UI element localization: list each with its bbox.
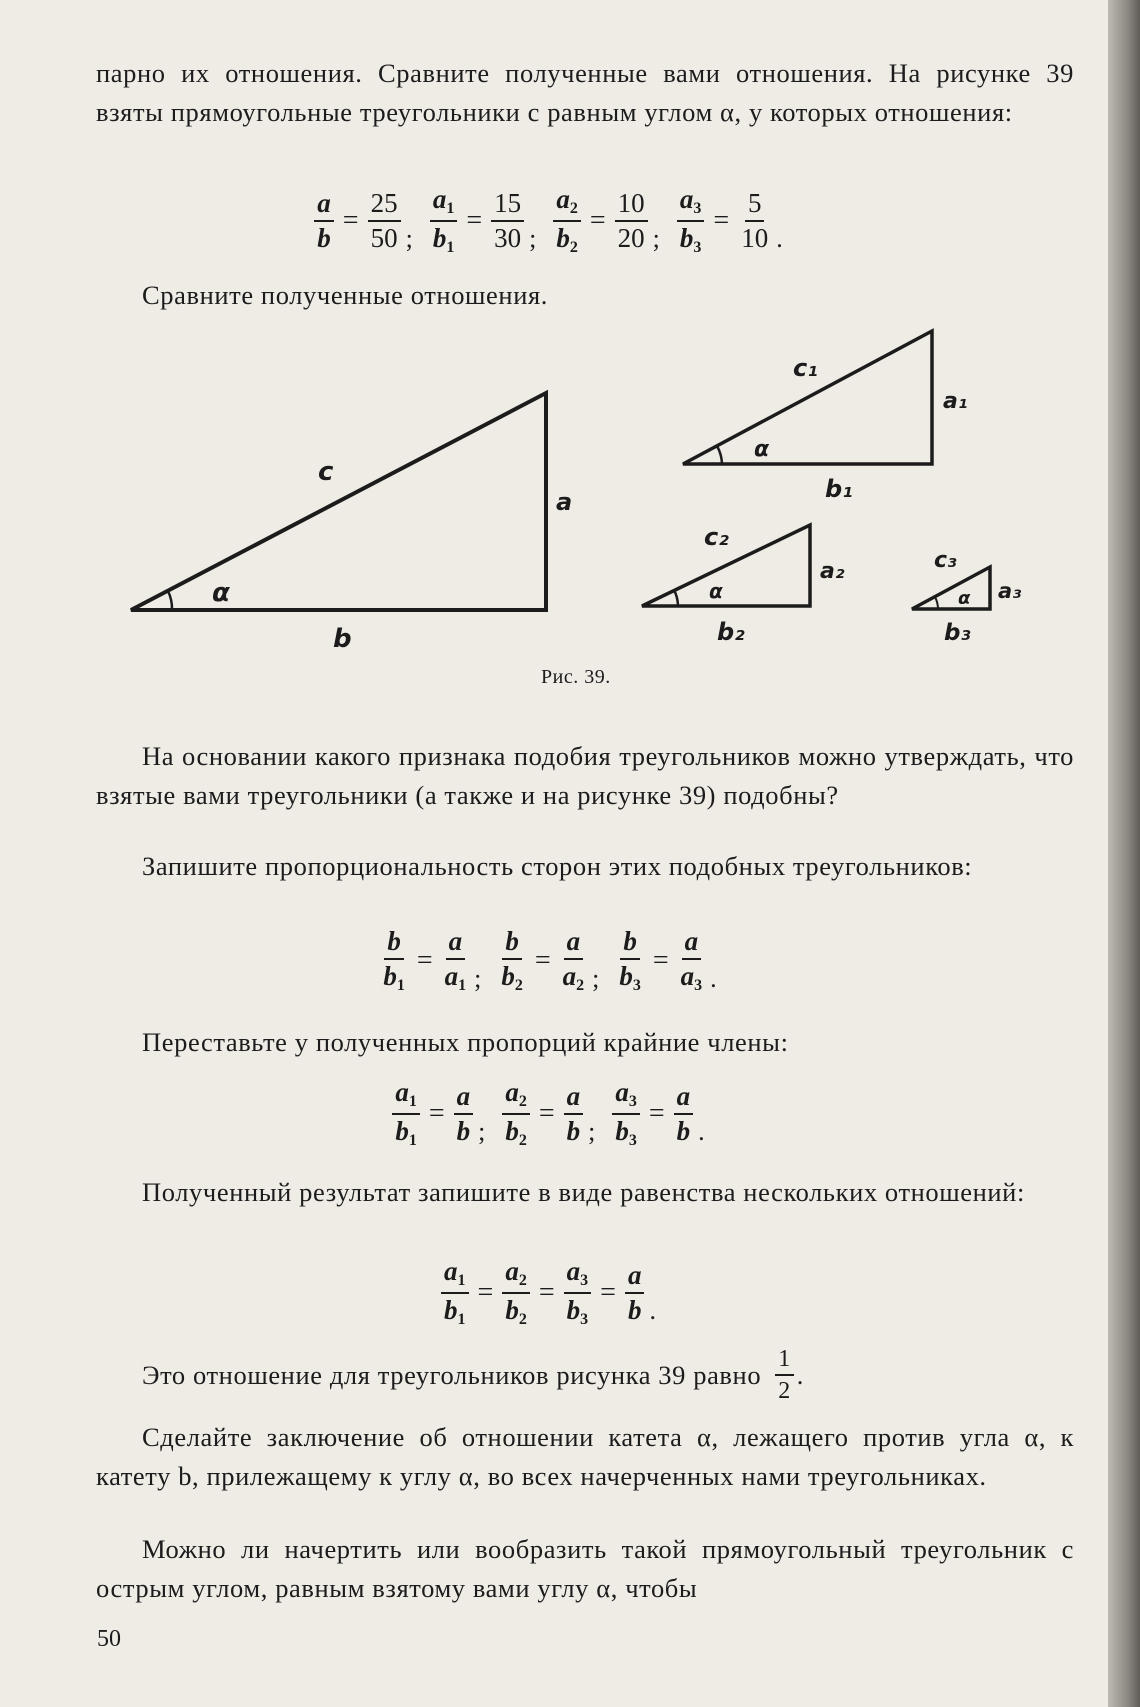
triangle-3	[912, 548, 1021, 646]
fraction-left-2-denominator	[612, 1115, 640, 1149]
fraction-right-1-denominator	[564, 1115, 584, 1145]
right-den-subscript: 3	[694, 977, 703, 994]
term-num-subscript: 2	[518, 1272, 527, 1289]
left-den-base: b	[619, 961, 633, 991]
ratio-var-num-base: a	[556, 184, 570, 214]
term-den	[444, 1295, 466, 1328]
right-den	[444, 961, 467, 994]
ratio-var-num-base: a	[317, 188, 331, 218]
left-num-base: b	[387, 926, 401, 956]
ratio-var-den-subscript: 2	[569, 239, 578, 256]
ratio-var-num-subscript: 3	[693, 200, 702, 217]
separator: ;	[478, 1117, 486, 1146]
left-num-base: a	[615, 1077, 629, 1107]
left-den	[619, 961, 641, 994]
label-b3: b₃	[944, 620, 971, 646]
ratio-number-den: 30	[494, 223, 522, 253]
separator: ;	[588, 1117, 596, 1146]
right-num	[457, 1081, 471, 1111]
ratio-var-den-subscript: 3	[693, 239, 702, 256]
left-num	[505, 926, 519, 956]
separator: ;	[405, 224, 413, 253]
equals-sign: =	[416, 945, 433, 976]
ratio-number-num: 15	[494, 188, 522, 218]
term-den-base: b	[505, 1295, 519, 1325]
right-den-subscript: 2	[576, 977, 585, 994]
fraction-right-1-denominator	[560, 960, 588, 994]
paragraph-ratio-value	[96, 1347, 1074, 1403]
term-num-base: a	[505, 1256, 519, 1286]
term-num	[566, 1256, 589, 1289]
fraction-term-3	[625, 1262, 645, 1324]
equals-sign: =	[428, 1098, 445, 1129]
fraction-right-1-numerator	[564, 928, 584, 960]
right-den	[677, 1116, 691, 1146]
right-den-base: a	[562, 961, 577, 991]
fraction-right-2-denominator	[674, 1115, 694, 1145]
ratio-var-den-subscript: 1	[446, 239, 455, 256]
ratio-value-text: Это отношение для треугольников рисунка 39 равно	[142, 1359, 762, 1390]
paragraph-equality: Полученный результат запишите в виде равенства нескольких отношений:	[142, 1177, 1025, 1207]
label-b2: b₂	[717, 618, 745, 646]
ratio-var-den-base: b	[679, 223, 694, 253]
ratio-number-num: 10	[617, 188, 645, 218]
fraction-right-1	[560, 928, 588, 994]
equals-sign: =	[466, 205, 483, 236]
fraction-left-0	[392, 1079, 420, 1149]
right-den-base: a	[444, 961, 459, 991]
fraction-left-1	[498, 928, 526, 994]
separator: ;	[652, 224, 660, 253]
fraction-left-1-denominator	[498, 960, 526, 994]
right-den-base: a	[680, 961, 695, 991]
right-den-base: b	[566, 1116, 581, 1146]
right-den-base: b	[456, 1116, 471, 1146]
triangle-1	[683, 331, 967, 503]
label-alpha-1: α	[754, 437, 770, 462]
fraction-right-1	[564, 1083, 584, 1145]
fraction-right-2-denominator	[678, 960, 706, 994]
left-den	[615, 1116, 637, 1149]
right-num	[677, 1081, 691, 1111]
fraction-end-dot: .	[796, 1359, 805, 1390]
fraction-left-0-denominator	[380, 960, 408, 994]
term-num	[444, 1256, 466, 1289]
right-num	[449, 926, 463, 956]
left-num	[387, 926, 401, 956]
fraction-left-0-numerator	[392, 1079, 420, 1115]
right-den	[680, 961, 703, 994]
ratio-var-num-subscript: 2	[569, 200, 578, 217]
fraction-right-0-numerator	[454, 1083, 474, 1115]
equals-sign: =	[600, 1277, 616, 1308]
right-den	[562, 961, 585, 994]
fraction-right-0-numerator	[446, 928, 466, 960]
figure-caption: Рис. 39.	[541, 666, 611, 688]
ratio-number-den: 20	[617, 223, 645, 253]
label-a2: a₂	[820, 559, 845, 584]
ratio-number-num: 25	[370, 188, 398, 218]
fraction-right-2-numerator	[682, 928, 702, 960]
label-alpha: α	[212, 578, 230, 608]
fraction-right-2	[674, 1083, 694, 1145]
paragraph-compare: Сравните полученные отношения.	[142, 280, 548, 310]
term-den-base: b	[566, 1295, 581, 1325]
triangle-large	[131, 393, 572, 654]
ratio-var-num-base: a	[679, 184, 694, 214]
fraction-left-2	[616, 928, 644, 994]
fraction-right-2	[678, 928, 706, 994]
term-num-base: a	[627, 1260, 642, 1290]
right-num-base: a	[566, 926, 581, 956]
triangle-2	[642, 523, 845, 646]
right-num-base: a	[676, 1081, 691, 1111]
paragraph-swap-terms: Переставьте у полученных пропорций крайние члены:	[142, 1027, 789, 1057]
right-den	[567, 1116, 581, 1146]
fraction-one-half	[775, 1347, 794, 1403]
term-den-subscript: 1	[457, 1311, 466, 1328]
term-num	[628, 1260, 642, 1290]
fraction-left-0-numerator	[384, 928, 404, 960]
term-den-base: b	[444, 1295, 458, 1325]
formula-swapped	[0, 1077, 1108, 1151]
left-num-base: b	[505, 926, 519, 956]
fraction-term-3-denominator	[625, 1294, 645, 1324]
left-num	[623, 926, 637, 956]
fraction-term-2-denominator	[564, 1294, 592, 1328]
left-den-subscript: 1	[408, 1132, 417, 1149]
term-num-base: a	[566, 1256, 581, 1286]
label-b1: b₁	[825, 475, 853, 503]
left-den-base: b	[501, 961, 515, 991]
left-den-base: b	[615, 1116, 629, 1146]
separator: .	[710, 964, 717, 993]
paragraph-intro: парно их отношения. Сравните полученные вами отношения. На рисунке 39 взяты прямоугольные треугольники с равным углом α, у которых отношения:	[96, 58, 1074, 127]
left-den	[383, 961, 405, 994]
right-num-base: a	[456, 1081, 471, 1111]
label-a1: a₁	[943, 389, 968, 414]
fraction-right-0	[442, 928, 470, 994]
label-c1: c₁	[793, 354, 818, 382]
left-num-subscript: 1	[408, 1093, 417, 1110]
fraction-term-2-numerator	[564, 1258, 592, 1294]
left-num	[505, 1077, 527, 1110]
formula-equal-ratios	[0, 1256, 1108, 1330]
term-den-base: b	[627, 1295, 642, 1325]
fraction-right-0-denominator	[454, 1115, 474, 1145]
right-den-base: b	[676, 1116, 691, 1146]
label-c2: c₂	[704, 523, 729, 551]
equals-sign: =	[538, 1277, 555, 1308]
left-num-base: a	[395, 1077, 409, 1107]
label-c3: c₃	[934, 548, 957, 573]
label-alpha-2: α	[709, 579, 723, 603]
left-den-subscript: 2	[518, 1132, 527, 1149]
term-num-subscript: 1	[457, 1272, 466, 1289]
book-spine-shadow	[1108, 0, 1140, 1707]
fraction-term-1-numerator	[502, 1258, 530, 1294]
left-den	[505, 1116, 527, 1149]
equals-sign: =	[477, 1277, 494, 1308]
fraction-term-0-denominator	[441, 1294, 469, 1328]
right-den-subscript: 1	[458, 977, 467, 994]
separator: .	[776, 224, 783, 253]
fraction-left-0-denominator	[392, 1115, 420, 1149]
end-dot: .	[649, 1296, 656, 1325]
ratio-var-den-base: b	[432, 223, 447, 253]
left-den-base: b	[383, 961, 397, 991]
fraction-term-0	[441, 1258, 469, 1328]
left-num	[395, 1077, 417, 1110]
fraction-left-2-numerator	[620, 928, 640, 960]
term-num-subscript: 3	[580, 1272, 589, 1289]
left-den-subscript: 3	[628, 1132, 637, 1149]
fraction-right-0	[454, 1083, 474, 1145]
paragraph-write-proportion: Запишите пропорциональность сторон этих подобных треугольников:	[142, 851, 973, 881]
label-alpha-3: α	[958, 588, 971, 609]
left-num	[615, 1077, 637, 1110]
equals-sign: =	[648, 1098, 665, 1129]
label-b: b	[333, 624, 352, 654]
fraction-denominator: 2	[778, 1378, 791, 1404]
equals-sign: =	[534, 945, 551, 976]
paragraph-similarity-question: На основании какого признака подобия треугольников можно утверждать, что взятые вами треугольники (а также и на рисунке 39) подобны?	[96, 741, 1074, 810]
fraction-right-2-numerator	[674, 1083, 694, 1115]
equals-sign: =	[713, 205, 730, 236]
term-den	[566, 1295, 589, 1328]
term-num	[505, 1256, 527, 1289]
formula-proportions	[0, 924, 1108, 998]
term-den	[628, 1295, 642, 1325]
separator: ;	[592, 964, 600, 993]
equals-sign: =	[652, 945, 669, 976]
ratio-number-den: 50	[370, 223, 398, 253]
left-den-base: b	[395, 1116, 409, 1146]
term-den-subscript: 2	[518, 1311, 527, 1328]
separator: ;	[474, 964, 482, 993]
right-num-base: a	[566, 1081, 581, 1111]
label-a3: a₃	[998, 579, 1022, 603]
fraction-term-1-denominator	[502, 1294, 530, 1328]
fraction-left-1	[502, 1079, 530, 1149]
right-num	[567, 926, 581, 956]
ratio-var-den-base: b	[556, 223, 570, 253]
fraction-left-2-numerator	[612, 1079, 640, 1115]
ratio-number-num: 5	[747, 188, 762, 218]
right-num-base: a	[684, 926, 699, 956]
fraction-numerator: 1	[775, 1347, 794, 1376]
term-den-subscript: 3	[580, 1311, 589, 1328]
separator: ;	[529, 224, 537, 253]
left-den	[501, 961, 523, 994]
fraction-left-0	[380, 928, 408, 994]
figure-39-triangles	[0, 0, 1108, 670]
fraction-right-1-numerator	[564, 1083, 584, 1115]
left-num-base: a	[505, 1077, 519, 1107]
term-num-base: a	[444, 1256, 458, 1286]
right-den	[457, 1116, 471, 1146]
paragraph-question-final: Можно ли начертить или вообразить такой прямоугольный треугольник с острым углом, равным взятому вами углу α, чтобы	[96, 1534, 1074, 1603]
left-den-subscript: 3	[632, 977, 641, 994]
equals-sign: =	[538, 1098, 555, 1129]
ratio-var-num-base: a	[432, 184, 447, 214]
right-num	[685, 926, 699, 956]
ratio-var-num-subscript: 1	[446, 200, 455, 217]
fraction-term-2	[564, 1258, 592, 1328]
fraction-term-3-numerator	[625, 1262, 645, 1294]
left-den	[395, 1116, 417, 1149]
left-num-subscript: 2	[518, 1093, 527, 1110]
separator: .	[698, 1117, 705, 1146]
label-c: c	[318, 457, 334, 487]
paragraph-conclusion: Сделайте заключение об отношении катета α, лежащего против угла α, к катету b, прилежащему к углу α, во всех начерченных нами треугольниках.	[96, 1422, 1074, 1491]
fraction-term-1	[502, 1258, 530, 1328]
equals-sign: =	[342, 205, 359, 236]
fraction-left-1-numerator	[502, 928, 522, 960]
fraction-term-0-numerator	[441, 1258, 469, 1294]
ratio-number-den: 10	[741, 223, 769, 253]
left-den-base: b	[505, 1116, 519, 1146]
left-num-base: b	[623, 926, 637, 956]
fraction-left-1-denominator	[502, 1115, 530, 1149]
left-den-subscript: 1	[396, 977, 405, 994]
right-num	[567, 1081, 581, 1111]
right-num-base: a	[448, 926, 463, 956]
fraction-left-1-numerator	[502, 1079, 530, 1115]
left-num-subscript: 3	[628, 1093, 637, 1110]
term-den	[505, 1295, 527, 1328]
left-den-subscript: 2	[514, 977, 523, 994]
label-a: a	[556, 488, 573, 516]
fraction-right-0-denominator	[442, 960, 470, 994]
fraction-left-2-denominator	[616, 960, 644, 994]
equals-sign: =	[589, 205, 606, 236]
fraction-left-2	[612, 1079, 640, 1149]
ratio-var-den-base: b	[317, 223, 331, 253]
page-number: 50	[97, 1626, 121, 1652]
